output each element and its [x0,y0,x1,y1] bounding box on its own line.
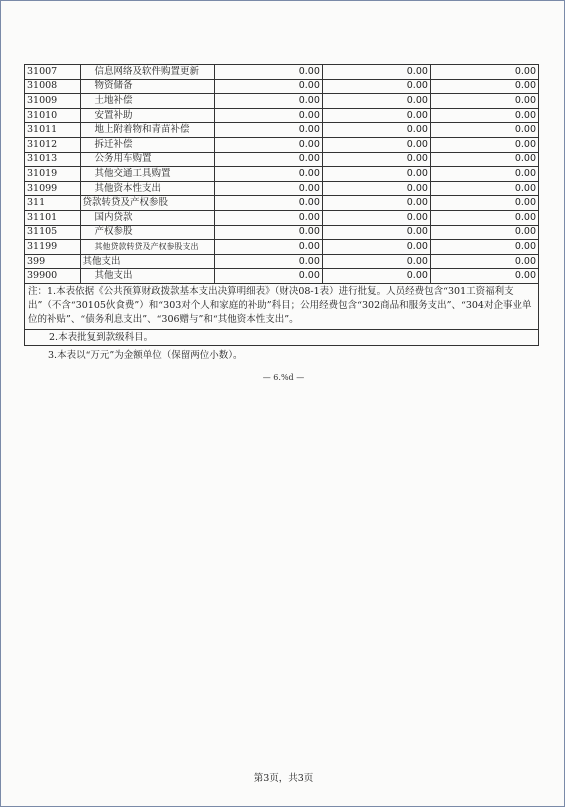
row-code: 31011 [25,123,81,138]
row-value-c1: 0.00 [214,79,322,94]
row-code: 31101 [25,210,81,225]
row-name-cell [80,94,214,109]
expenditure-table [24,64,539,284]
row-value-c1: 0.00 [214,181,322,196]
row-code: 31199 [25,240,81,255]
row-value-c2: 0.00 [322,79,430,94]
table-row [25,225,539,240]
table-row [25,123,539,138]
table-row [25,94,539,109]
row-name: 其他交通工具购置 [94,167,171,179]
row-code: 31099 [25,181,81,196]
row-name: 拆迁补偿 [94,138,133,150]
note-2: 2.本表批复到款级科目。 [49,332,154,343]
row-value-c1: 0.00 [214,65,322,80]
row-value-c2: 0.00 [322,167,430,182]
row-code: 31007 [25,65,81,80]
row-name: 信息网络及软件购置更新 [94,65,200,77]
row-value-c1: 0.00 [214,210,322,225]
row-name: 国内贷款 [94,211,133,223]
row-name-cell [80,123,214,138]
row-code: 31012 [25,137,81,152]
row-code: 31008 [25,79,81,94]
row-name-cell [80,240,214,255]
row-value-c2: 0.00 [322,137,430,152]
row-name: 贷款转贷及产权参股 [82,197,169,209]
note-3: 3.本表以“万元”为金额单位（保留两位小数）。 [48,350,243,361]
row-value-c2: 0.00 [322,225,430,240]
row-code: 31105 [25,225,81,240]
row-value-c3: 0.00 [430,123,538,138]
row-name: 地上附着物和青苗补偿 [94,124,190,136]
row-value-c2: 0.00 [322,152,430,167]
row-value-c3: 0.00 [430,269,538,284]
table-row [25,196,539,211]
row-name: 产权参股 [94,226,133,238]
row-name: 其他资本性支出 [94,182,162,194]
row-value-c1: 0.00 [214,225,322,240]
row-code: 39900 [25,269,81,284]
row-value-c2: 0.00 [322,108,430,123]
row-name: 公务用车购置 [94,153,152,165]
row-name-cell [80,108,214,123]
row-value-c2: 0.00 [322,269,430,284]
row-value-c2: 0.00 [322,181,430,196]
row-name-cell [80,225,214,240]
row-name-cell [80,167,214,182]
row-value-c1: 0.00 [214,167,322,182]
row-value-c3: 0.00 [430,137,538,152]
table-row [25,181,539,196]
row-value-c2: 0.00 [322,123,430,138]
row-name: 其他贷款转贷及产权参股支出 [94,241,199,251]
row-value-c3: 0.00 [430,79,538,94]
row-value-c3: 0.00 [430,196,538,211]
row-value-c3: 0.00 [430,181,538,196]
row-name-cell [80,137,214,152]
row-name-cell [80,269,214,284]
table-row [25,240,539,255]
note-1: 注：1.本表依据《公共预算财政拨款基本支出决算明细表》（财决08-1表）进行批复。人员经费包含“301工资福利支出”（不含“30105伙食费”）和“303对个人和家庭的补助”科目；公用经费包含“302商品和服务支出”、“304对企事业单位的补贴”、“债务利息支出”、“306赠与”和“其他资本性支出”。 [25,283,538,330]
row-value-c1: 0.00 [214,240,322,255]
row-value-c1: 0.00 [214,254,322,269]
row-value-c3: 0.00 [430,240,538,255]
row-value-c1: 0.00 [214,196,322,211]
page-footer: 第3页，共3页 [253,773,314,784]
table-row [25,167,539,182]
row-value-c1: 0.00 [214,123,322,138]
row-value-c3: 0.00 [430,152,538,167]
row-value-c3: 0.00 [430,254,538,269]
row-value-c2: 0.00 [322,65,430,80]
row-code: 31010 [25,108,81,123]
table-row [25,254,539,269]
row-name-cell [80,79,214,94]
table-row [25,269,539,284]
row-value-c1: 0.00 [214,137,322,152]
row-name-cell [80,65,214,80]
row-value-c3: 0.00 [430,65,538,80]
row-name: 其他支出 [94,270,133,282]
table-row [25,152,539,167]
row-value-c1: 0.00 [214,269,322,284]
table-row [25,79,539,94]
table-row [25,137,539,152]
row-value-c3: 0.00 [430,108,538,123]
row-name: 其他支出 [82,255,121,267]
page-marker: — 6.%d — [262,373,305,382]
row-code: 311 [25,196,81,211]
notes-box [24,283,539,346]
table-row [25,65,539,80]
row-value-c1: 0.00 [214,152,322,167]
row-value-c2: 0.00 [322,94,430,109]
row-code: 399 [25,254,81,269]
row-value-c3: 0.00 [430,167,538,182]
row-value-c2: 0.00 [322,240,430,255]
table-body [25,65,539,284]
row-name: 土地补偿 [94,94,133,106]
row-value-c3: 0.00 [430,94,538,109]
row-code: 31019 [25,167,81,182]
row-name-cell [80,152,214,167]
row-value-c3: 0.00 [430,225,538,240]
table-row [25,108,539,123]
table-row [25,210,539,225]
row-value-c1: 0.00 [214,94,322,109]
row-name-cell [80,254,214,269]
row-name-cell [80,196,214,211]
row-name: 安置补助 [94,109,133,121]
row-name-cell [80,210,214,225]
row-value-c1: 0.00 [214,108,322,123]
row-value-c2: 0.00 [322,254,430,269]
row-value-c3: 0.00 [430,210,538,225]
row-value-c2: 0.00 [322,196,430,211]
row-name-cell [80,181,214,196]
row-value-c2: 0.00 [322,210,430,225]
row-code: 31009 [25,94,81,109]
row-name: 物资储备 [94,80,133,92]
row-code: 31013 [25,152,81,167]
